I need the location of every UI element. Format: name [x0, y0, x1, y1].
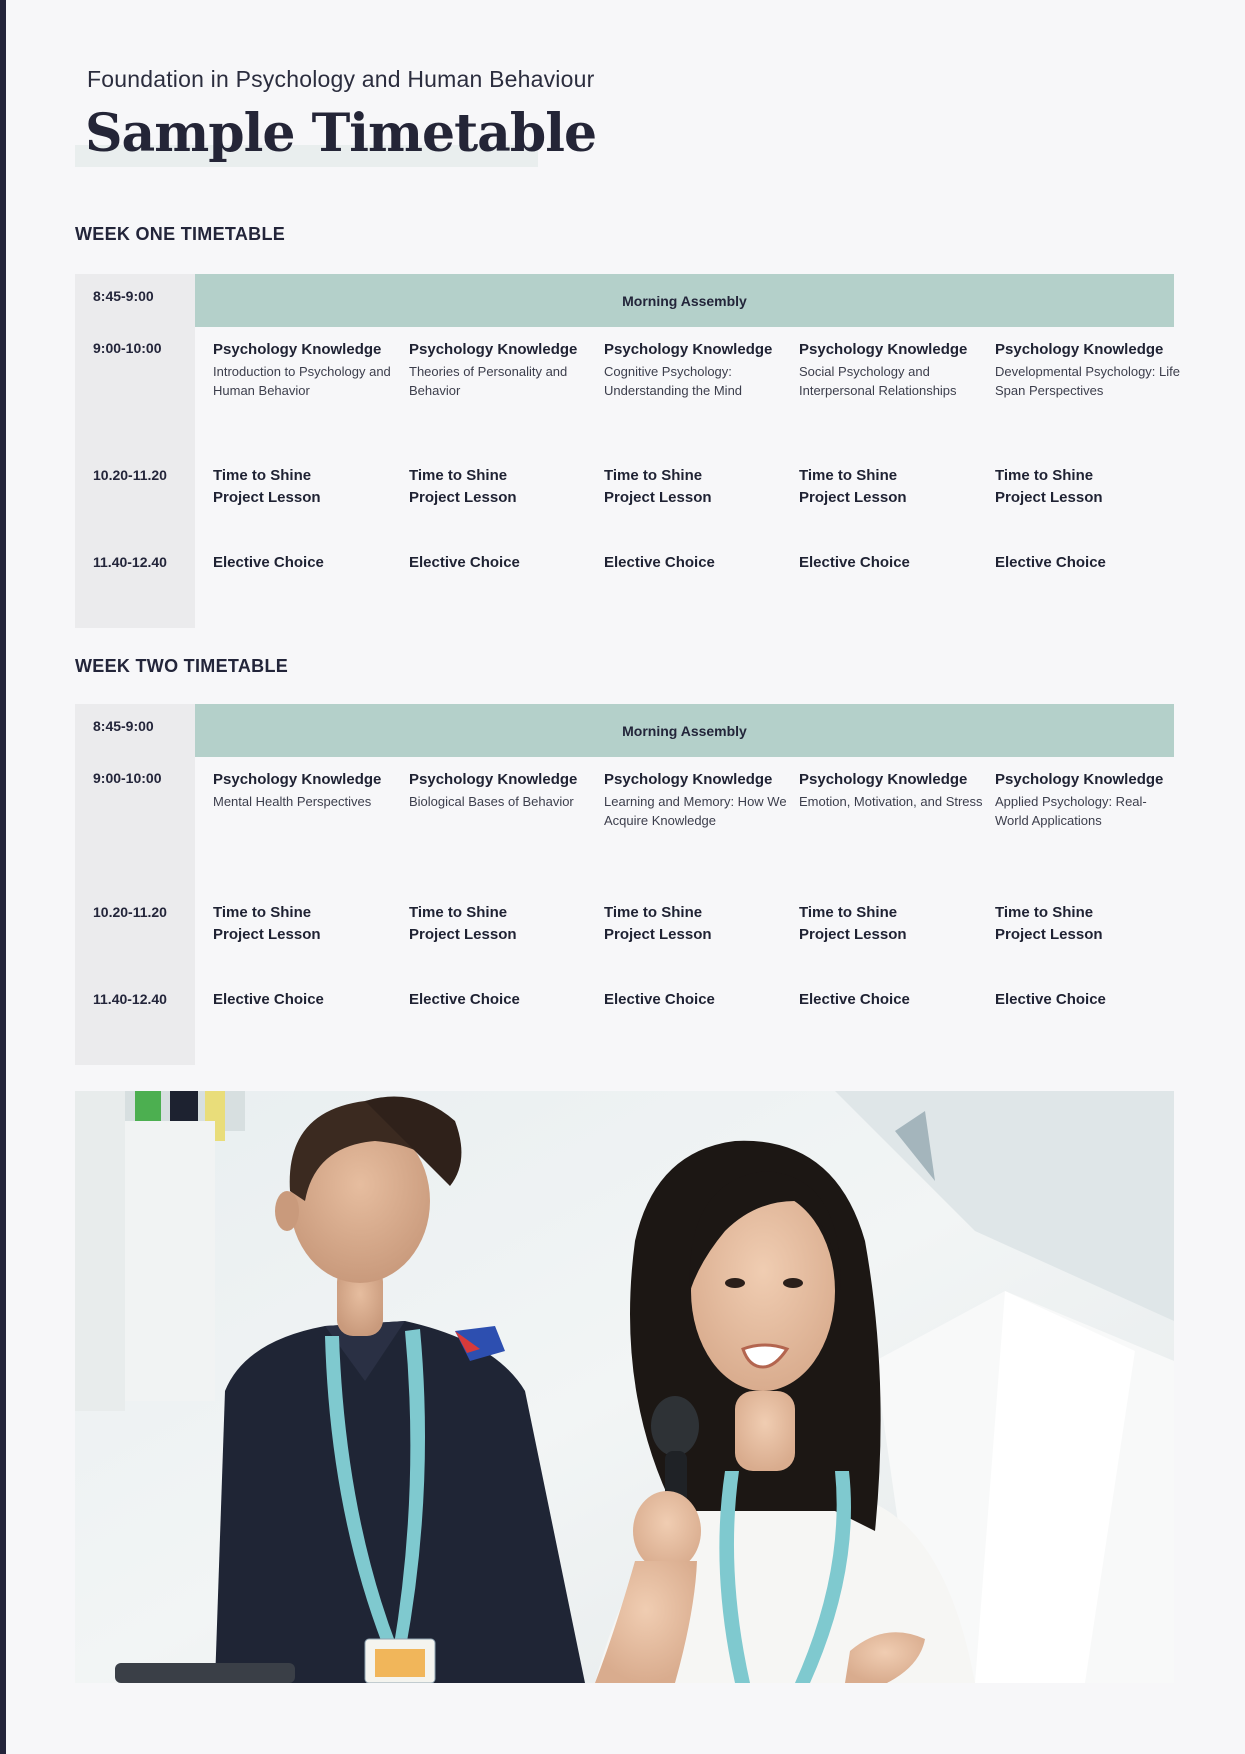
project-cell	[799, 902, 984, 946]
lesson-cell	[409, 770, 594, 811]
lesson-description: Developmental Psychology: Life Span Perspectives	[995, 364, 1180, 398]
lesson-cell	[995, 770, 1180, 830]
elective-cell: Elective Choice	[409, 991, 520, 1008]
lesson-description: Introduction to Psychology and Human Behavior	[213, 364, 391, 398]
lesson-title: Psychology Knowledge	[799, 771, 968, 788]
project-line-2: Project Lesson	[213, 489, 321, 506]
lesson-cell	[799, 770, 984, 811]
lesson-title: Psychology Knowledge	[604, 771, 773, 788]
project-line-1: Time to Shine	[799, 467, 898, 484]
title-wrap	[75, 103, 597, 167]
project-line-1: Time to Shine	[409, 467, 508, 484]
project-cell	[995, 465, 1180, 509]
lesson-description: Social Psychology and Interpersonal Relationships	[799, 364, 957, 398]
lesson-description: Theories of Personality and Behavior	[409, 364, 568, 398]
elective-cell: Elective Choice	[604, 554, 715, 571]
lesson-description: Emotion, Motivation, and Stress	[799, 794, 983, 809]
time-slot-project: 10.20-11.20	[93, 904, 167, 920]
time-slot-assembly: 8:45-9:00	[93, 718, 154, 734]
project-line-1: Time to Shine	[604, 904, 703, 921]
project-cell	[213, 465, 398, 509]
project-line-2: Project Lesson	[995, 489, 1103, 506]
project-line-1: Time to Shine	[604, 467, 703, 484]
course-subtitle: Foundation in Psychology and Human Behaviour	[87, 66, 595, 92]
project-line-2: Project Lesson	[213, 926, 321, 943]
time-column	[75, 274, 195, 628]
week-two-heading: WEEK TWO TIMETABLE	[75, 656, 289, 676]
elective-cell: Elective Choice	[213, 991, 324, 1008]
lesson-title: Psychology Knowledge	[409, 341, 578, 358]
lesson-description: Cognitive Psychology: Understanding the Mind	[604, 364, 743, 398]
project-line-2: Project Lesson	[799, 926, 907, 943]
elective-cell: Elective Choice	[604, 991, 715, 1008]
lesson-description: Mental Health Perspectives	[213, 794, 372, 809]
lesson-cell	[799, 340, 984, 400]
project-cell	[409, 465, 594, 509]
students-presenting-photo	[75, 1091, 1174, 1683]
project-line-1: Time to Shine	[995, 467, 1094, 484]
elective-cell: Elective Choice	[799, 991, 910, 1008]
elective-cell: Elective Choice	[799, 554, 910, 571]
time-slot-project: 10.20-11.20	[93, 467, 167, 483]
project-line-1: Time to Shine	[409, 904, 508, 921]
week-two-timetable	[75, 704, 1174, 1065]
project-cell	[995, 902, 1180, 946]
time-slot-lesson: 9:00-10:00	[93, 770, 162, 786]
week-one-timetable	[75, 274, 1180, 628]
time-slot-assembly: 8:45-9:00	[93, 288, 154, 304]
lesson-title: Psychology Knowledge	[995, 771, 1164, 788]
lesson-title: Psychology Knowledge	[409, 771, 578, 788]
project-cell	[604, 465, 789, 509]
project-cell	[213, 902, 398, 946]
page-edge-stripe	[0, 0, 6, 1754]
project-line-2: Project Lesson	[604, 489, 712, 506]
project-cell	[604, 902, 789, 946]
lesson-description: Applied Psychology: Real-World Applications	[995, 794, 1147, 828]
time-slot-lesson: 9:00-10:00	[93, 340, 162, 356]
project-line-2: Project Lesson	[409, 489, 517, 506]
project-line-2: Project Lesson	[409, 926, 517, 943]
lesson-description: Learning and Memory: How We Acquire Knowledge	[604, 794, 787, 828]
page-title: Sample Timetable	[85, 103, 597, 164]
project-cell	[799, 465, 984, 509]
morning-assembly-bar: Morning Assembly	[195, 704, 1174, 757]
project-line-1: Time to Shine	[213, 904, 312, 921]
project-line-1: Time to Shine	[995, 904, 1094, 921]
project-line-2: Project Lesson	[995, 926, 1103, 943]
elective-cell: Elective Choice	[995, 554, 1106, 571]
project-line-2: Project Lesson	[604, 926, 712, 943]
lesson-cell	[409, 340, 594, 400]
lesson-cell	[604, 770, 789, 830]
lesson-title: Psychology Knowledge	[604, 341, 773, 358]
page-header	[75, 66, 775, 167]
time-slot-elective: 11.40-12.40	[93, 554, 167, 570]
lesson-title: Psychology Knowledge	[213, 771, 382, 788]
time-slot-elective: 11.40-12.40	[93, 991, 167, 1007]
project-line-1: Time to Shine	[799, 904, 898, 921]
week-one-heading: WEEK ONE TIMETABLE	[75, 224, 286, 244]
project-cell	[409, 902, 594, 946]
elective-cell: Elective Choice	[213, 554, 324, 571]
lesson-cell	[995, 340, 1180, 400]
project-line-2: Project Lesson	[799, 489, 907, 506]
lesson-title: Psychology Knowledge	[799, 341, 968, 358]
time-column	[75, 704, 195, 1065]
lesson-title: Psychology Knowledge	[213, 341, 382, 358]
lesson-cell	[213, 770, 398, 811]
elective-cell: Elective Choice	[995, 991, 1106, 1008]
project-line-1: Time to Shine	[213, 467, 312, 484]
lesson-cell	[213, 340, 398, 400]
elective-cell: Elective Choice	[409, 554, 520, 571]
morning-assembly-bar: Morning Assembly	[195, 274, 1174, 327]
lesson-cell	[604, 340, 789, 400]
lesson-description: Biological Bases of Behavior	[409, 794, 574, 809]
lesson-title: Psychology Knowledge	[995, 341, 1164, 358]
